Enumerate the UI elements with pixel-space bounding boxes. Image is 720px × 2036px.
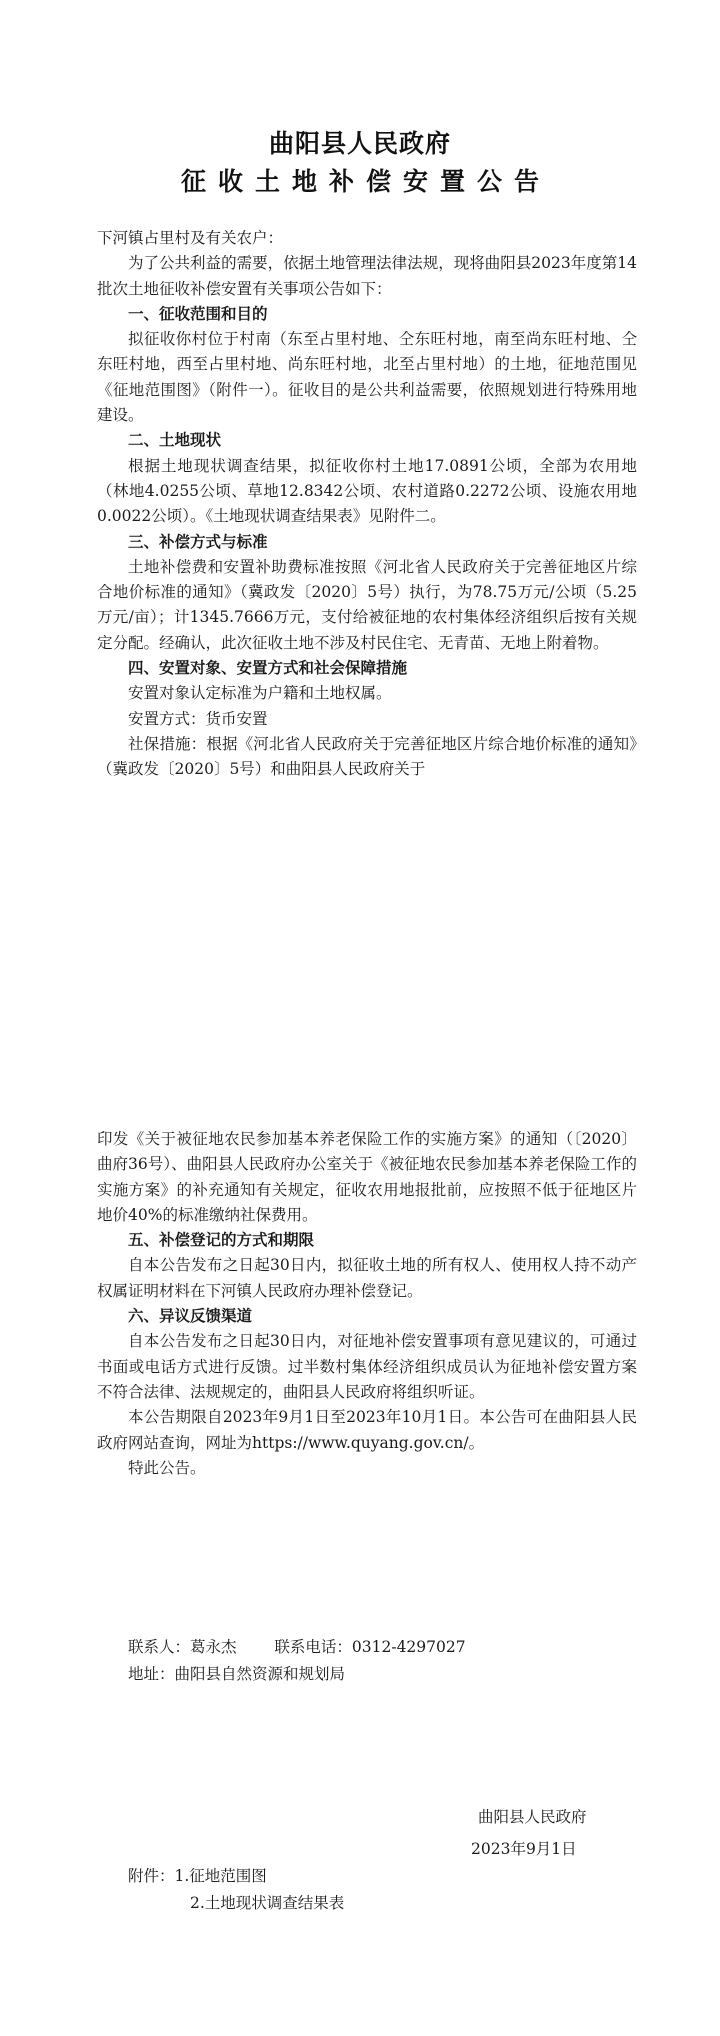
notice-body-part1 (97, 226, 637, 783)
section-heading-scope: 一、征收范围和目的 (128, 304, 268, 323)
land-status-paragraph: 根据土地现状调查结果，拟征收你村土地17.0891公顷，全部为农用地（林地4.0255公顷、草地12.8342公顷、农村道路0.2272公顷、设施农用地0.0022公顷）。《土地现状调查结果表》见附件二。 (97, 456, 637, 526)
section-heading-registration: 五、补偿登记的方式和期限 (128, 1231, 315, 1250)
resettlement-target: 安置对象认定标准为户籍和土地权属。 (128, 684, 392, 703)
contact-phone: 联系电话：0312-4297027 (274, 1638, 466, 1656)
attachment-item-1: 1.征地范围图 (174, 1867, 267, 1885)
social-security-paragraph: 社保措施：根据《河北省人民政府关于完善征地区片综合地价标准的通知》（冀政发〔2020〕5号）和曲阳县人民政府关于 (97, 734, 637, 779)
section-heading-land-status: 二、土地现状 (128, 431, 222, 450)
notice-body-part2 (97, 1127, 637, 1481)
closing-line: 特此公告。 (128, 1458, 206, 1477)
compensation-paragraph: 土地补偿费和安置补助费标准按照《河北省人民政府关于完善征地区片综合地价标准的通知》（冀政发〔2020〕5号）执行，为78.75万元/公顷（5.25万元/亩）；计1345.7666万元，支付给被征地的农村集体经济组织后按有关规定分配。经确认，此次征收土地不涉及村民住宅、无青苗、无地上附着物。 (97, 557, 637, 652)
social-security-continued: 印发《关于被征地农民参加基本养老保险工作的实施方案》的通知（〔2020〕曲府36号）、曲阳县人民政府办公室关于《被征地农民参加基本养老保险工作的实施方案》的补充通知有关规定，征收农用地报批前，应按照不低于征地区片地价40%的标准缴纳社保费用。 (97, 1130, 637, 1224)
signature-date: 2023年9月1日 (471, 1840, 577, 1858)
validity-paragraph: 本公告期限自2023年9月1日至2023年10月1日。本公告可在曲阳县人民政府网站查询，网址为https://www.quyang.gov.cn/。 (97, 1408, 637, 1452)
section-heading-resettlement: 四、安置对象、安置方式和社会保障措施 (128, 659, 408, 678)
section-heading-compensation: 三、补偿方式与标准 (128, 532, 268, 551)
notice-title: 征收土地补偿安置公告 (180, 167, 551, 196)
objection-paragraph: 自本公告发布之日起30日内，对征地补偿安置事项有意见建议的，可通过书面或电话方式进行反馈。过半数村集体经济组织成员认为征地补偿安置方案不符合法律、法规规定的，曲阳县人民政府将组织听证。 (97, 1332, 637, 1401)
intro-paragraph: 为了公共利益的需要，依据土地管理法律法规，现将曲阳县2023年度第14批次土地征收补偿安置有关事项公告如下： (97, 254, 637, 298)
registration-paragraph: 自本公告发布之日起30日内，拟征收土地的所有权人、使用权人持不动产权属证明材料在下河镇人民政府办理补偿登记。 (97, 1256, 637, 1300)
issuer-title: 曲阳县人民政府 (268, 129, 451, 158)
signature-org: 曲阳县人民政府 (478, 1808, 587, 1826)
contact-address: 地址：曲阳县自然资源和规划局 (128, 1665, 346, 1683)
contact-info (128, 1634, 466, 1688)
addressee: 下河镇占里村及有关农户： (97, 229, 284, 247)
section-heading-objection: 六、异议反馈渠道 (128, 1307, 253, 1326)
resettlement-method: 安置方式：货币安置 (128, 709, 268, 728)
attachments-list (128, 1863, 344, 1917)
contact-person: 联系人：葛永杰 (128, 1638, 237, 1656)
scope-paragraph: 拟征收你村位于村南（东至占里村地、仝东旺村地，南至尚东旺村地、仝东旺村地，西至占里村地、尚东旺村地，北至占里村地）的土地，征地范围见《征地范围图》（附件一）。征收目的是公共利益需要，依照规划进行特殊用地建设。 (97, 330, 637, 425)
attachments-label: 附件： (128, 1867, 175, 1885)
attachment-item-2: 2.土地现状调查结果表 (190, 1894, 345, 1912)
